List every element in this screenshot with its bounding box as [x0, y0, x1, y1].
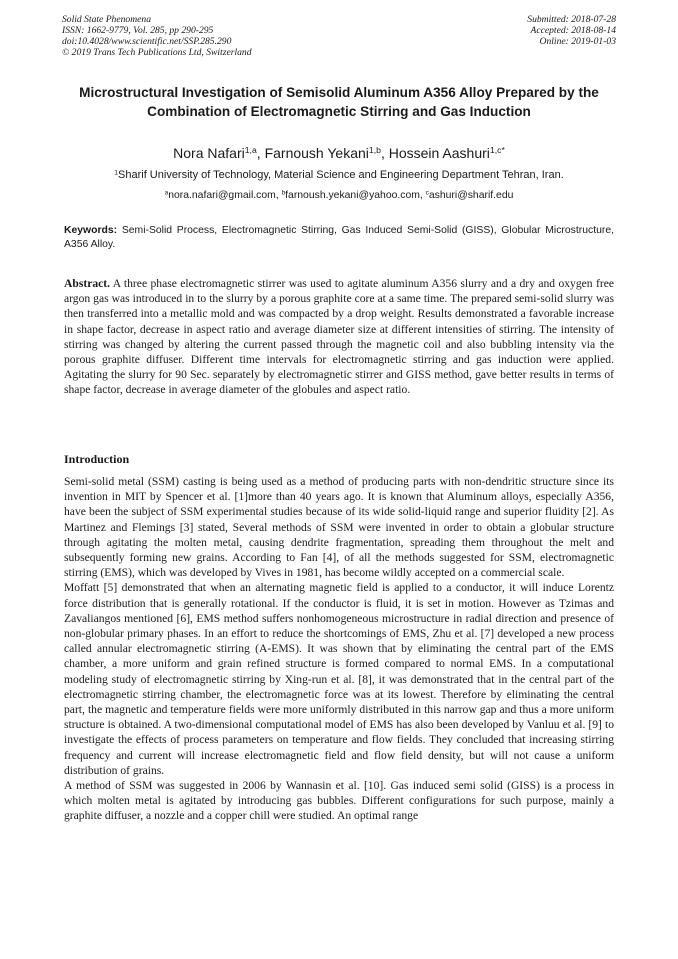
paper-title: Microstructural Investigation of Semisolid Aluminum A356 Alloy Prepared by the Combination of Electromagnetic Stirring and Gas Induction — [79, 85, 599, 119]
section-heading-introduction: Introduction — [64, 452, 130, 466]
journal-name: Solid State Phenomena — [62, 14, 151, 25]
email-mark: c — [425, 189, 429, 197]
abstract-text: A three phase electromagnetic stirrer was used to agitate aluminum A356 slurry and a dry and oxygen free argon gas was introduced in to the slurry by a porous graphite core at a same time. The prepared semi-solid slurry was then transferred into a metallic mold and was compacted by a drop weight. Results demonstrated a favorable increase in shape factor, decrease in aspect ratio and average diameter size at different intensities of stirring. The intensity of stirring was changed by altering the current passed through the magnetic coil and also bubbling intensity via the porous graphite diffuser. Different time intervals for electromagnetic stirring and gas induction were applied. Agitating the slurry for 90 Sec. separately by electromagnetic stirrer and GISS method, gave better results in terms of shape factor, decrease in average diameter of the globules and aspect ratio. — [64, 277, 614, 397]
author-name: Farnoush Yekani — [264, 145, 369, 161]
email-link[interactable]: nora.nafari@gmail.com — [168, 190, 276, 201]
journal-doi: doi:10.4028/www.scientific.net/SSP.285.290 — [62, 36, 232, 47]
introduction-body — [64, 474, 614, 824]
keywords — [64, 224, 614, 252]
paragraph: Moffatt [5] demonstrated that when an alternating magnetic field is applied to a conductor, it will induce Lorentz force distribution that is generally rotational. If the conductor is fluid, it is set in motion. However as Tzimas and Zavaliangos mentioned [6], EMS method suffers nonhomogeneous microstructure in radial direction and presence of non-globular primary phases. In an effort to reduce the shortcomings of EMS, Zhu et al. [7] developed a new process called annular electromagnetic stirring (A-EMS). It was shown that by eliminating the central part of the EMS chamber, a more uniform and grain refined structure is formed compared to normal EMS. In a computational modeling study of electromagnetic stirring by Xing-run et al. [8], it was demonstrated that in the central part of the electromagnetic stirring chamber, the electromagnetic force was at its lowest. Therefore by eliminating the central part, the magnetic and temperature fields were more uniformly distributed in this narrow gap and thus a more uniform structure is obtained. A two-dimensional computational model of EMS has also been developed by Vanluu et al. [9] to investigate the effects of process parameters on temperature and flow fields. They concluded that increasing stirring frequency and current will increase electromagnetic field and flow field density, but will not cause a uniform distribution of grains. — [64, 581, 614, 777]
author-name: Hossein Aashuri — [388, 145, 490, 161]
journal-copyright: © 2019 Trans Tech Publications Ltd, Switzerland — [62, 47, 252, 58]
affiliation — [60, 168, 618, 182]
abstract — [64, 276, 614, 398]
author-emails: $^a$nora.nafari@gmail.com, $^b$farnoush.yekani@yahoo.com, $^c$ashuri@sharif.edu — [164, 189, 514, 201]
keywords-label: Keywords: — [64, 225, 118, 236]
email-link[interactable]: ashuri@sharif.edu — [428, 190, 514, 201]
journal-issn: ISSN: 1662-9779, Vol. 285, pp 290-295 — [62, 25, 214, 36]
email-mark: b — [281, 189, 286, 197]
author-affil-mark: 1,b — [368, 145, 381, 156]
email-mark: a — [164, 189, 169, 197]
accepted-date: Accepted: 2018-08-14 — [530, 25, 616, 36]
author-affil-mark: 1,a — [244, 145, 257, 156]
author-affil-mark: 1,c* — [489, 145, 505, 156]
journal-info — [62, 14, 252, 58]
submitted-date: Submitted: 2018-07-28 — [527, 14, 616, 25]
keywords-text: Semi-Solid Process, Electromagnetic Stirring, Gas Induced Semi-Solid (GISS), Globular Microstructure, A356 Alloy. — [64, 225, 614, 250]
paragraph: Semi-solid metal (SSM) casting is being used as a method of producing parts with non-dendritic structure since its invention in MIT by Spencer et al. [1]more than 40 years ago. It is known that Aluminum alloys, especially A356, have been the subject of SSM experimental studies because of its wide solid-liquid range and superior fluidity [2]. As Martinez and Flemings [3] stated, Several methods of SSM were invented in order to obtain a globular structure through agitating the molten metal, causing dendrite fragmentation, spreading them throughout the melt and subsequently forming new grains. According to Fan [4], of all the methods suggested for SSM, electromagnetic stirring (EMS), which was developed by Vives in 1981, has become wildly accepted on a commercial scale. — [64, 475, 614, 580]
author-name: Nora Nafari — [173, 145, 245, 161]
paragraph: A method of SSM was suggested in 2006 by Wannasin et al. [10]. Gas induced semi solid (GISS) is a process in which molten metal is agitated by introducing gas bubbles. Different configurations for such purpose, mainly a graphite diffuser, a nozzle and a copper chill were studied. An optimal range — [64, 779, 614, 823]
affiliation-text: Sharif University of Technology, Material Science and Engineering Department Tehran, Iran. — [118, 169, 564, 181]
publication-dates — [527, 14, 616, 47]
abstract-label: Abstract. — [64, 277, 111, 290]
affiliation-mark: 1 — [114, 169, 119, 177]
author-list: Nora Nafari$^{1,a}$, Farnoush Yekani$^{1,b}$, Hossein Aashuri$^{1,c*}$ — [173, 145, 505, 161]
online-date: Online: 2019-01-03 — [539, 36, 616, 47]
email-link[interactable]: farnoush.yekani@yahoo.com — [285, 190, 420, 201]
